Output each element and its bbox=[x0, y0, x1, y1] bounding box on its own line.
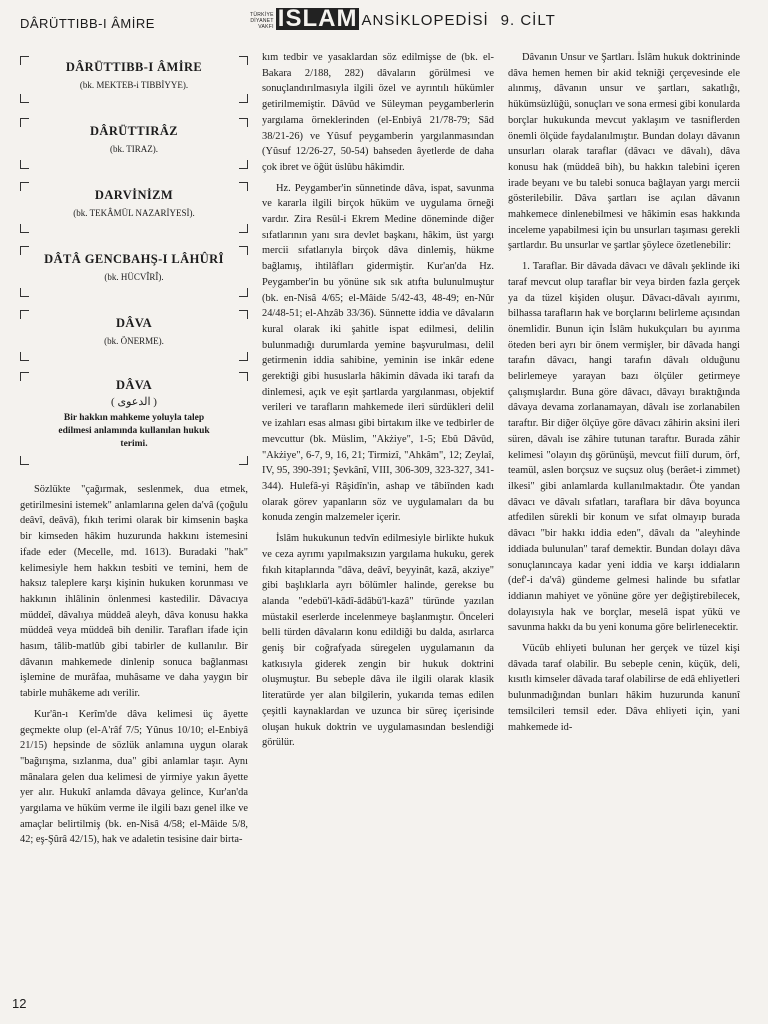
bracket-mark bbox=[20, 456, 29, 465]
entry-reference: (bk. HÜCVÎRÎ). bbox=[104, 272, 164, 282]
cross-ref-entry bbox=[20, 252, 248, 282]
bracket-mark bbox=[239, 352, 248, 361]
text-column-1 bbox=[20, 482, 248, 853]
paragraph: Vücûb ehliyeti bulunan her gerçek ve tüzel kişi dâvada taraf olabilir. Bu sebeple cenin, küçük, deli, kısıtlı kimseler dâvada taraf olabilirse de edâ ehliyetleri bulunmadığından bunları hâkim huzurunda kanunî temsilcileri temsil eder. Dâva ehliyeti için, yani mahkemede id- bbox=[508, 643, 740, 733]
bracket-mark bbox=[239, 288, 248, 297]
entry-title: DARVİNİZM bbox=[94, 188, 174, 202]
paragraph: Hz. Peygamber'in sünnetinde dâva, ispat, savunma ve kararla ilgili birçok hüküm ve uygulama örneği vardır. Zira Resûl-i Ekrem Medine döneminde diğer sıfatlarının yanı sıra devlet başkanı, hâkim, üst yargı mercii sıfatlarıyla birçok dâva dinlemiş, hükme bağlamış, ihtilâfları gidermiştir. Kur'an'da Hz. Peygamber'in bu yönüne sık sık atıfta bulunulmuştur (bk. en-Nisâ 4/65; el-Mâide 5/42-43, 48-49; en-Nûr 24/48-51; el-Ahzâb 33/36). Sünnette iddia ve dâvaların kural olarak iki şahitle ispat edilmesi, delilin bulunmadığı durumlarda yemine başvurulması, delil getirmenin iddia sahibine, yeminin ise inkâr edene gerektiği gibi hususlarla hâkimin dâvada iki tarafı da dinlemesi, açık ve eşit şartlarda yargılanması, objektif verileri ve tarafların mahkemede ileri sürdükleri delil ve izahları esas alması gibi birtakım ilke ve tedbirler de mevcuttur (bk. Müslim, "Akżiye", 1-5; Ebû Dâvûd, "Akżiye", 6-7, 9, 16, 21; Tirmizî, "Ahkâm", 12; Zeylaî, IV, 95, 390-391; Şevkânî, VIII, 306-309, 323-327, 341-344). Hulefâ-yi Râşidîn'in, ashap ve tâbiînden kadı olarak görev yapanların söz ve uygulamaları da bu konuda zengin malzemeler içerir. bbox=[262, 182, 494, 524]
cross-ref-entry bbox=[20, 188, 248, 218]
text-column-2 bbox=[262, 50, 494, 756]
paragraph: kım tedbir ve yasaklardan söz edilmişse de (bk. el-Bakara 2/188, 282) dâvaların görülmesi ve sonuçlandırılmasıyla ilgili özel ve ayrıntılı hükümler getirilmemiştir. Dâvûd ve Süleyman peygamberlerin yargılama örneklerinden (el-Enbiyâ 21/78-79; Sâd 38/21-26) ve Yûsuf peygamberin yargılanmasından (Yûsuf 12/26-27, 50-54) bahseden âyetlerde de daha çok ibret ve öğüt üslûbu hâkimdir. bbox=[262, 52, 494, 173]
bracket-mark bbox=[239, 224, 248, 233]
entry-reference: (bk. TIRAZ). bbox=[109, 144, 159, 154]
article-title: DÂVA bbox=[115, 378, 153, 392]
paragraph: Kur'ân-ı Kerîm'de dâva kelimesi üç âyette geçmekte olup (el-A'râf 7/5; Yûnus 10/10; el-Enbiyâ 21/15) hepsinde de sözlük anlamına uygun olarak "bağırışma, sızlanma, dua" gibi anlamlar taşır. Aynı mânalara gelen dua kelimesi de yirmiye yakın âyette yer alır. Hukukî anlamda dâvaya gelince, Kur'an'da yargılama ve hüküm verme ile ilgili bazı genel ilke ve amaçlar belirtilmiş (bk. en-Nisâ 4/58; el-Mâide 5/8, 42; eş-Şûrâ 42/15), hak ve adaletin tesisine dair birta- bbox=[20, 708, 248, 846]
bracket-mark bbox=[20, 352, 29, 361]
bracket-mark bbox=[239, 456, 248, 465]
paragraph: Sözlükte "çağırmak, seslenmek, dua etmek, getirilmesini istemek" anlamlarına gelen da'vâ (çoğulu deâvî, deâvâ), fıkıh terimi olarak bir kimsenin başka bir kimseden hâkim huzurunda hakkını istemesini ifade eder (Mecelle, md. 1613). Buradaki "hak" kelimesiyle hem hakkın tesbiti ve temini, hem de haksız taleplere karşı kişinin hukuken korunması ve hakkının ihlâlinin önlenmesi kastedilir. Dâvacıya müddeî, dâvalıya müddeâ aleyh, dâva konusu hakka müddeâ veya müddeâ bih denilir. Tarafları ifade için hasım, tâlib-matlûb gibi tabirler de kullanılır. Bir dâvanın mahkemede dinlenip sonuca bağlanması işlemine de murâfaa, muhâsame ve daha yaygın bir tabirle muhâkeme adı verilir. bbox=[20, 484, 248, 700]
entry-reference: (bk. TEKÂMÜL NAZARİYESİ). bbox=[73, 208, 195, 218]
running-head: DÂRÜTTIBB-I ÂMİRE bbox=[20, 16, 155, 31]
paragraph: 1. Taraflar. Bir dâvada dâvacı ve dâvalı şeklinde iki taraf mevcut olup taraflar bir veya birden fazla gerçek ya da tüzel kişiden oluşur. Dâvacı-dâvalı ayırımı, bilhassa tarafların hak ve borçlarını belirleme açısından önemlidir. Bunun için İslâm hukukçuları bu ayırıma öteden beri ayrı bir önem vermişler, bir dâvada hangi tarafın dâvacı, hangi tarafın dâvalı olduğunu belirlemeye yarayan bazı ölçüler getirmeye çalışmışlardır. Buna göre dâvacı, dâvayı bıraktığında dâvaya devama zorlanamayan, dâvalı ise zorlanabilen taraftır. Bir diğer ölçüye göre dâvacı zâhirin aksini ileri süren, dâvalı ise zâhire tutunan taraftır. Burada zâhir kelimesi "olayın dış görünüşü, mevcut fiilî durum, örf, teamül, aslen borçsuz ve suçsuz oluş (berâet-i zimmet) ilkesi" gibi anlamlarda kullanılmaktadır. Öte yandan dâvacı ve dâvalı sıfatları, taraflara bir dâva boyunca atfedilen sürekli bir konum ve sıfat olmayıp burada dâvacı "bir hakkı iddia eden", dâvalı da "aleyhinde iddiada bulunulan" taraf demektir. Bundan dolayı dâva sonuçlanıncaya kadar yeni iddia ve karşı iddiaların (def'-i da'vâ) gündeme gelmesi halinde bu sıfatlar iddianın mahiyet ve yönüne göre yer değiştirebilecek, dolayısıyla hak ve borçlar, meselâ ispat yükü ve savunma hakkı da bu yeni konuma göre belirlenecektir. bbox=[508, 261, 740, 634]
page-number: 12 bbox=[12, 996, 27, 1011]
entry-block bbox=[20, 54, 248, 466]
arabic-term: ( الدعوى ) bbox=[111, 396, 157, 408]
article-definition: Bir hakkın mahkeme yoluyla talep edilmesi anlamında kullanılan hukuk terimi. bbox=[58, 413, 210, 449]
cross-ref-entry bbox=[20, 316, 248, 346]
entry-title: DÂRÜTTIRÂZ bbox=[89, 124, 179, 138]
bracket-mark bbox=[20, 160, 29, 169]
cross-ref-entry bbox=[20, 124, 248, 154]
entry-reference: (bk. ÖNERME). bbox=[104, 336, 164, 346]
article-head bbox=[20, 378, 248, 451]
brand-subtitle: ANSİKLOPEDİSİ bbox=[361, 12, 489, 29]
text-column-3 bbox=[508, 50, 740, 740]
entry-title: DÂVA bbox=[115, 316, 153, 330]
volume-label: 9. CİLT bbox=[500, 12, 556, 29]
entry-title: DÂRÜTTIBB-I ÂMİRE bbox=[65, 60, 203, 74]
bracket-mark bbox=[239, 160, 248, 169]
paragraph: Dâvanın Unsur ve Şartları. İslâm hukuk doktrininde dâva hemen hemen bir akid tekniği çerçevesinde ele alınmış, dâvanın unsur ve şartları, sakatlığı, hükümsüzlüğü, sonuçları ve sona ermesi gibi konularda borçlar hukukunda mevcut yaklaşım ve tasniflerden önemli ölçüde faydalanılmıştır. Bundan dolayı dâvanın unsurları olarak taraflar (dâvacı ve dâvalı), dâva konusu hak (müddeâ bih), bu hakkın talebini içeren irade beyanı ve bu talebi sonuca bağlayan yargı mercii gösterilebilir. Dâva şartları ise açılan dâvanın mahkemece dinlenebilmesi ve hâkimin esas hakkında inceleme yapabilmesi için bu unsurları taşıması gerekli şartlardır. Bu unsurlar ve şartlar şöylece özetlenebilir: bbox=[508, 52, 740, 252]
encyclopedia-brand bbox=[250, 5, 556, 32]
entry-title: DÂTÂ GENCBAHŞ-I LÂHÛRÎ bbox=[44, 252, 224, 266]
bracket-mark bbox=[239, 94, 248, 103]
entry-reference: (bk. MEKTEB-i TIBBİYYE). bbox=[79, 80, 189, 90]
bracket-mark bbox=[20, 224, 29, 233]
bracket-mark bbox=[20, 94, 29, 103]
publisher-mark: TÜRKİYE DİYANET VAKFI bbox=[250, 12, 274, 30]
bracket-mark bbox=[20, 288, 29, 297]
page-header bbox=[0, 6, 768, 42]
cross-ref-entry bbox=[20, 60, 248, 90]
brand-title: İSLÂM bbox=[277, 5, 358, 32]
paragraph: İslâm hukukunun tedvîn edilmesiyle birlikte hukuk ve ceza ayrımı yapılmaksızın yargılama hukuku, gerek fıkıh kitaplarında "dâva, deâvî, beyyinât, kazâ, akziye" gibi başlıklarla ayrı bölümler halinde, gerekse bu alanda "edebü'l-kādî-âdâbü'l-kazâ" türünde yazılan müstakil eserlerde incelenmeye başlanmıştır. Önceleri belli türden dâvaların konu edildiği bu dalda, asırlarca geniş bir coğrafyada süregelen uygulamanın da katkısıyla giderek zengin bir hukuk doktrini oluşmuştur. Bu sebeple dâva ile ilgili olarak klasik literatürde yer alan bilgilerin, yukarıda temas edilen çeşitli kaynaklardan ve uzunca bir süreç içerisinde oluşan hukuk doktrin ve uygulamasından beslendiği görülür. bbox=[262, 533, 494, 749]
